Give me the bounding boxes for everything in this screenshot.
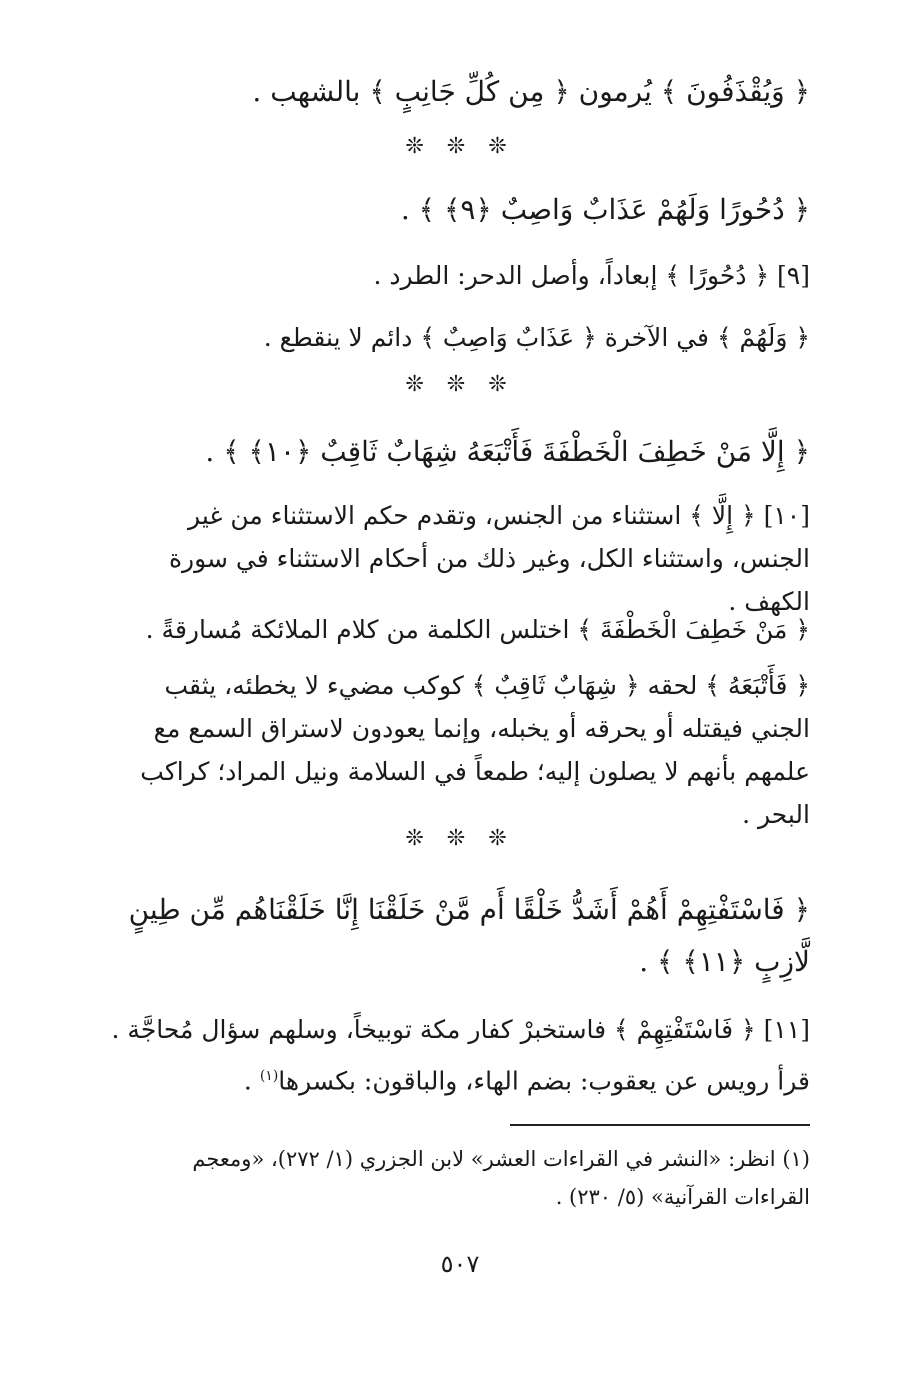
page-number: ٥٠٧ bbox=[440, 1250, 480, 1278]
footnote-1: (١) انظر: «النشر في القراءات العشر» لابن الجزري (١/ ٢٧٢)، «ومعجم القراءات القرآنية» (٥/ ٢٣٠) . bbox=[192, 1147, 810, 1209]
commentary-11-text: قرأ رويس عن يعقوب: بضم الهاء، والباقون: بكسرها bbox=[278, 1066, 810, 1096]
commentary-11-line-1: [١١] ﴿ فَاسْتَفْتِهِمْ ﴾ فاستخبرْ كفار مكة توبيخاً، وسلهم سؤال مُحاجَّة . bbox=[111, 1015, 810, 1044]
footnote-divider bbox=[510, 1124, 810, 1126]
verse-9: ﴿ دُحُورًا وَلَهُمْ عَذَابٌ وَاصِبٌ ﴿٩﴾ ﴾ . bbox=[400, 193, 810, 226]
footnote-reference: (١) bbox=[259, 1068, 279, 1084]
commentary-10-line-2: ﴿ مَنْ خَطِفَ الْخَطْفَةَ ﴾ اختلس الكلمة من كلام الملائكة مُسارقةً . bbox=[145, 615, 810, 644]
commentary-9-line-2: ﴿ وَلَهُمْ ﴾ في الآخرة ﴿ عَذَابٌ وَاصِبٌ ﴾ دائم لا ينقطع . bbox=[263, 323, 810, 352]
verse-11: ﴿ فَاسْتَفْتِهِمْ أَهُمْ أَشَدُّ خَلْقًا أَم مَّنْ خَلَقْنَا إِنَّا خَلَقْنَاهُم مِّن طِينٍ لَّازِبٍ ﴿١١﴾ ﴾ . bbox=[128, 893, 810, 978]
verse-line-1: ﴿ وَيُقْذَفُونَ ﴾ يُرمون ﴿ مِن كُلِّ جَانِبٍ ﴾ بالشهب . bbox=[252, 75, 810, 108]
section-separator: ❊ ❊ ❊ bbox=[405, 372, 515, 397]
commentary-11-end: . bbox=[243, 1066, 260, 1096]
commentary-10-paragraph-2: ﴿ فَأَتْبَعَهُ ﴾ لحقه ﴿ شِهَابٌ ثَاقِبٌ ﴾ كوكب مضيء لا يخطئه، يثقب الجني فيقتله أو يحرقه أو يخبله، وإنما يعودون لاستراق السمع مع علمهم بأنهم لا يصلون إليه؛ طمعاً في السلامة ونيل المراد؛ كراكب البحر . bbox=[140, 671, 810, 829]
section-separator: ❊ ❊ ❊ bbox=[405, 134, 515, 159]
section-separator: ❊ ❊ ❊ bbox=[405, 826, 515, 851]
commentary-9-line-1: [٩] ﴿ دُحُورًا ﴾ إبعاداً، وأصل الدحر: الطرد . bbox=[373, 261, 810, 290]
verse-10: ﴿ إِلَّا مَنْ خَطِفَ الْخَطْفَةَ فَأَتْبَعَهُ شِهَابٌ ثَاقِبٌ ﴿١٠﴾ ﴾ . bbox=[205, 435, 810, 468]
commentary-10-paragraph: [١٠] ﴿ إِلَّا ﴾ استثناء من الجنس، وتقدم حكم الاستثناء من غير الجنس، واستثناء الكل، وغير ذلك من أحكام الاستثناء في سورة الكهف . bbox=[168, 501, 810, 616]
commentary-11-line-2 bbox=[105, 1056, 810, 1101]
